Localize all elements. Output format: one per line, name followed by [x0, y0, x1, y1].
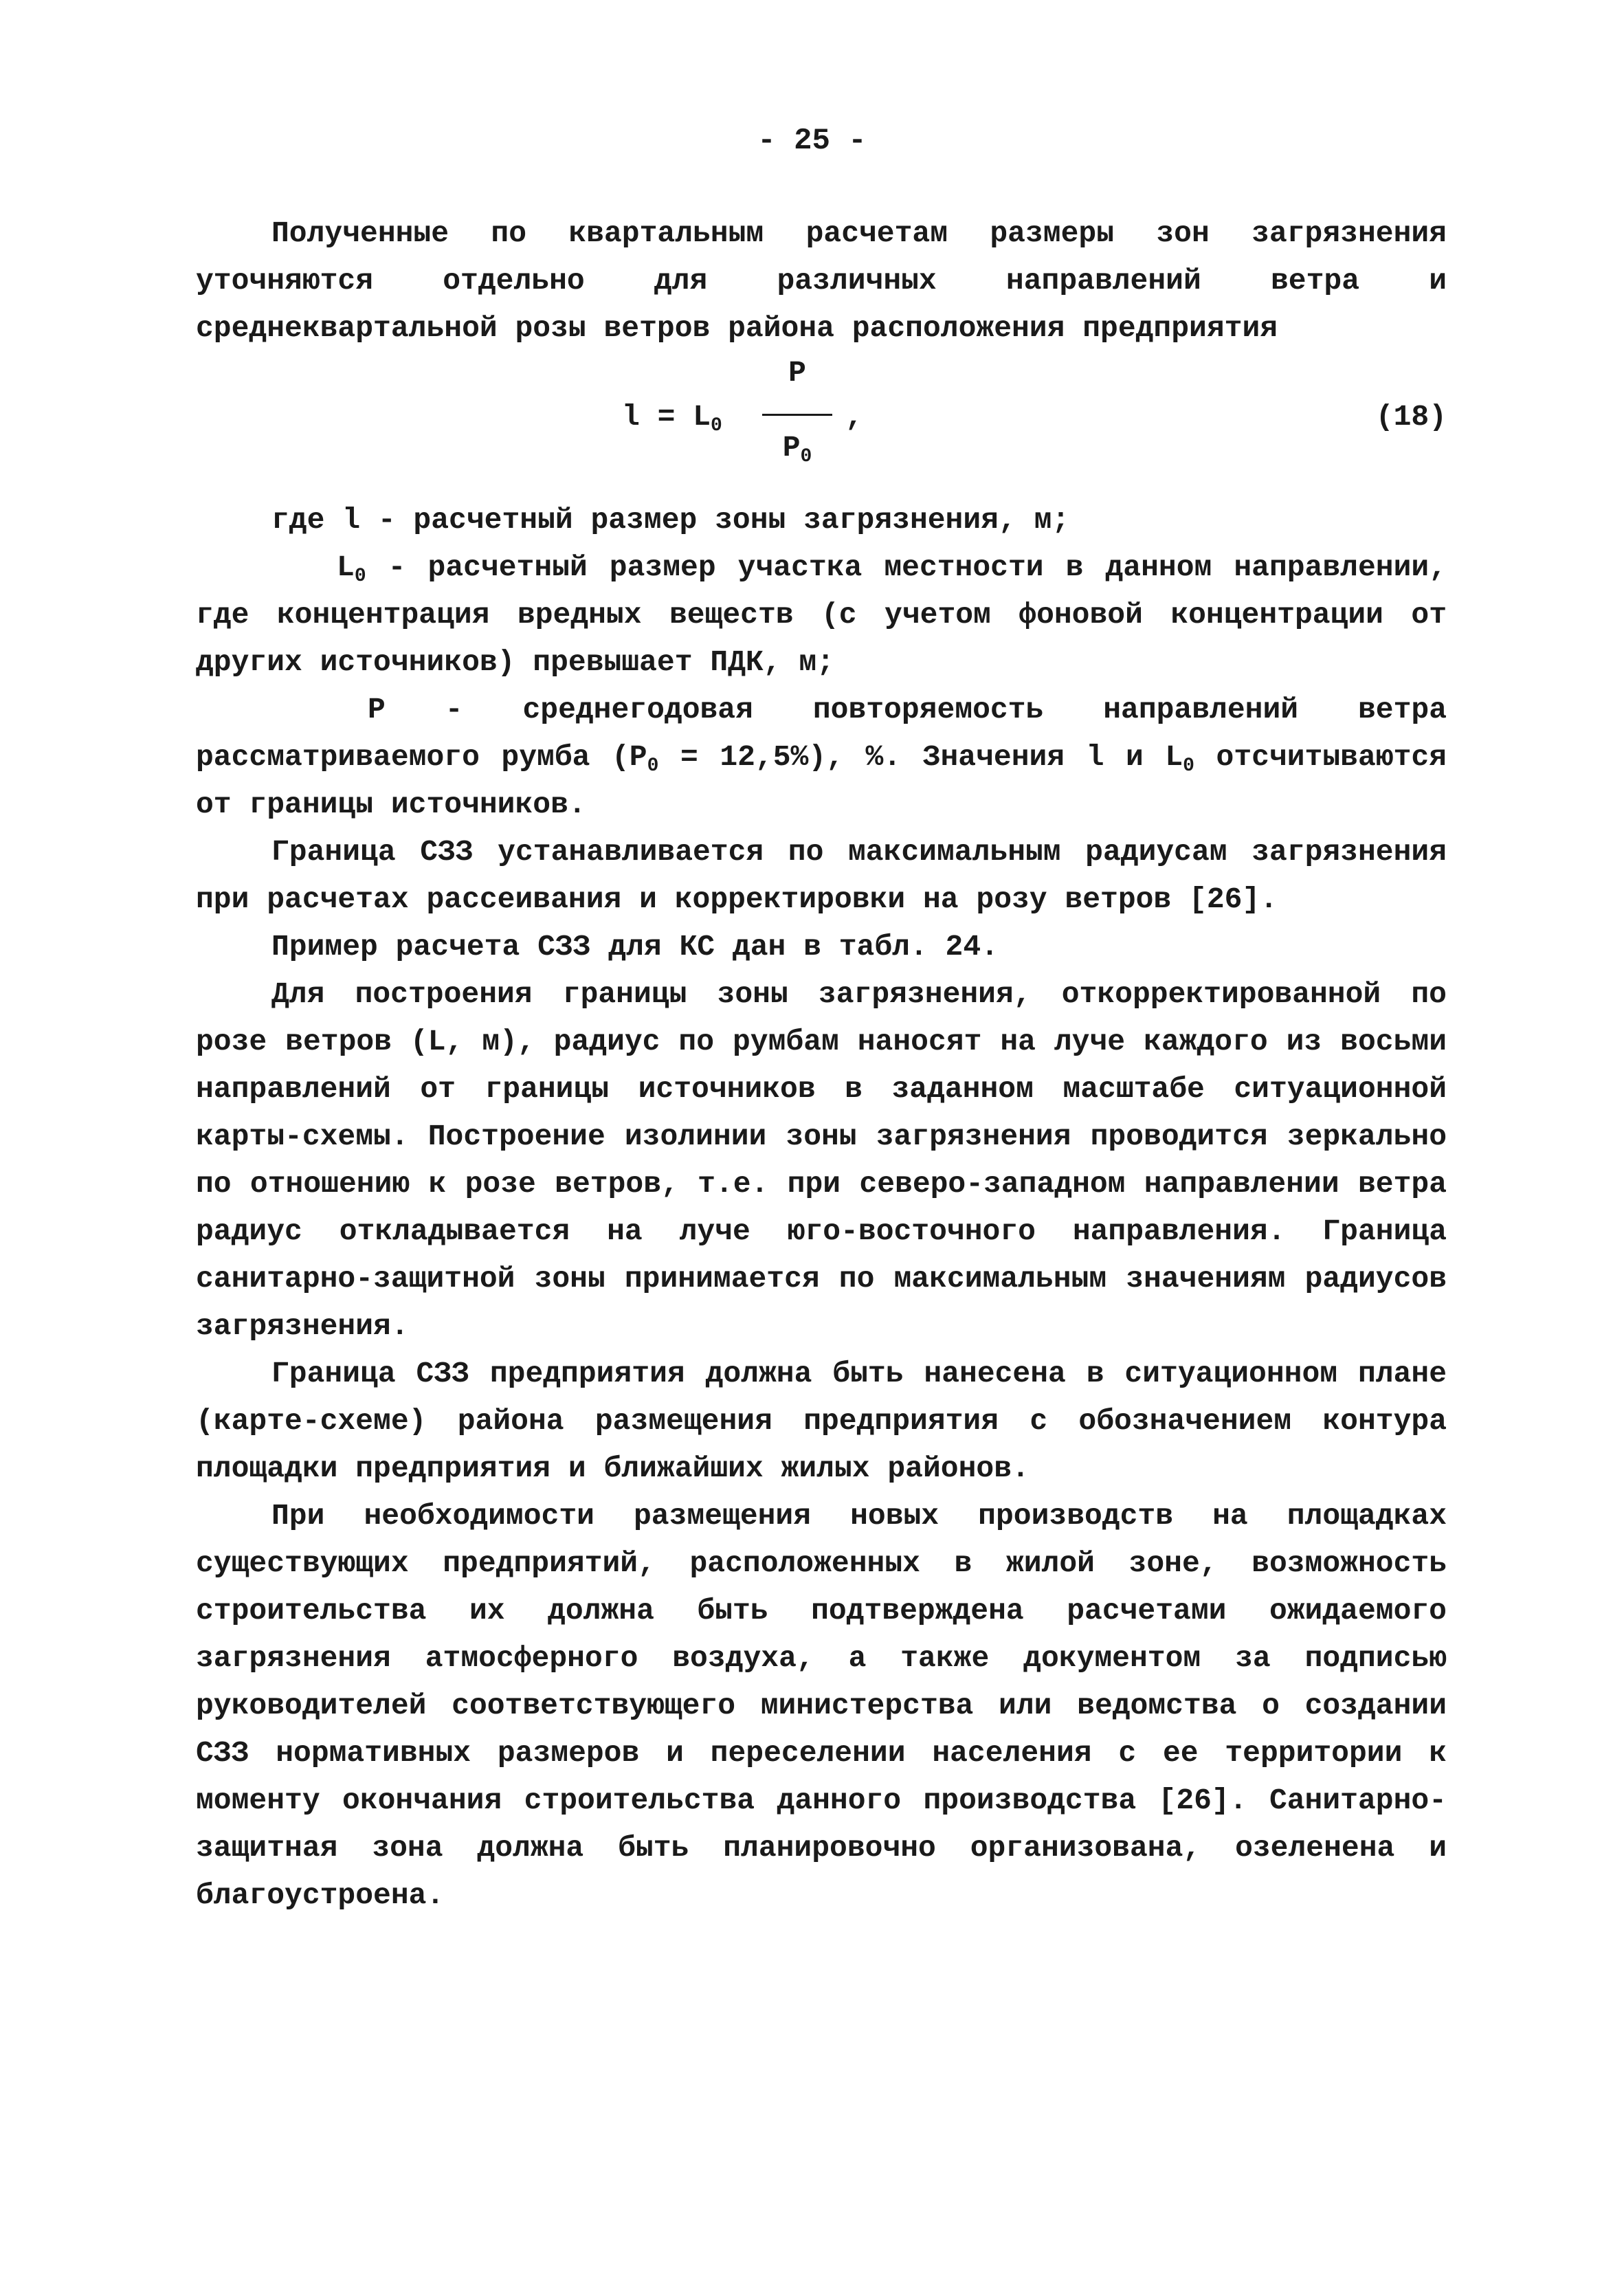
paragraph-example-reference: Пример расчета СЗЗ для КС дан в табл. 24. [271, 930, 999, 964]
definition-l: где l - расчетный размер зоны загрязнения, м; [271, 503, 1070, 537]
definition-l0 [196, 544, 1447, 686]
paragraph-situational-plan: Граница СЗЗ предприятия должна быть нанесена в ситуационном плане (карте-схеме) района размещения предприятия с обозначением контура площадки предприятия и ближайших жилых районов. [196, 1357, 1447, 1485]
formula-18 [196, 352, 1447, 496]
paragraph-construction: Для построения границы зоны загрязнения, откорректированной по розе ветров (L, м), радиус по румбам наносят на луче каждого из восьми направлений от границы источников в заданном масштабе ситуационной карты-схемы. Построение изолинии зоны загрязнения проводится зеркально по отношению к розе ветров, т.е. при северо-западном направлении ветра радиус откладывается на луче юго-восточного направления. Граница санитарно-защитной зоны принимается по максимальным значениям радиусов загрязнения. [196, 977, 1447, 1343]
formula-comma: , [845, 400, 863, 434]
formula-fraction [759, 352, 835, 474]
paragraph-new-production: При необходимости размещения новых производств на площадках существующих предприятий, расположенных в жилой зоне, возможность строительства их должна быть подтверждена расчетами ожидаемого загрязнения атмосферного воздуха, а также документом за подписью руководителей соответствующего министерства или ведомства о создании СЗЗ нормативных размеров и переселении населения с ее территории к моменту окончания строительства данного производства [26]. Санитарно-защитная зона должна быть планировочно организована, озеленена и благоустроена. [196, 1499, 1447, 1912]
formula-lhs-text: l = L [622, 400, 711, 434]
formula-numerator: P [788, 356, 806, 390]
definition-l0-var: L [337, 551, 355, 584]
formula-lhs [622, 400, 722, 434]
definition-p-part-c: отсчитываются от границы источников. [196, 740, 1447, 821]
formula-denominator [759, 431, 835, 474]
equation-number: (18) [1375, 400, 1447, 434]
page-number: - 25 - [757, 124, 867, 158]
definition-l0-subscript: 0 [354, 566, 366, 587]
formula-denominator-subscript: 0 [800, 446, 812, 467]
definition-p-subscript-1: 0 [647, 755, 659, 777]
paragraph-intro: Полученные по квартальным расчетам размеры зон загрязнения уточняются отдельно для различных направлений ветра и среднеквартальной розы ветров района расположения предприятия [196, 217, 1447, 345]
document-body [196, 210, 1447, 1919]
formula-denominator-text: P [782, 431, 801, 465]
formula-lhs-subscript: 0 [711, 415, 722, 436]
definition-p [196, 686, 1447, 828]
fraction-bar [762, 414, 832, 416]
definition-p-part-b: = 12,5%), %. Значения l и L [658, 740, 1183, 774]
definition-p-subscript-2: 0 [1183, 755, 1194, 777]
definition-p-part-a: P - среднегодовая повторяемость направлений ветра рассматриваемого румба (P [196, 693, 1447, 774]
definition-l0-text: - расчетный размер участка местности в данном направлении, где концентрация вредных веществ (с учетом фоновой концентрации от других источников) превышает ПДК, м; [196, 551, 1447, 679]
paragraph-szz-boundary: Граница СЗЗ устанавливается по максимальным радиусам загрязнения при расчетах рассеивания и корректировки на розу ветров [26]. [196, 835, 1447, 916]
